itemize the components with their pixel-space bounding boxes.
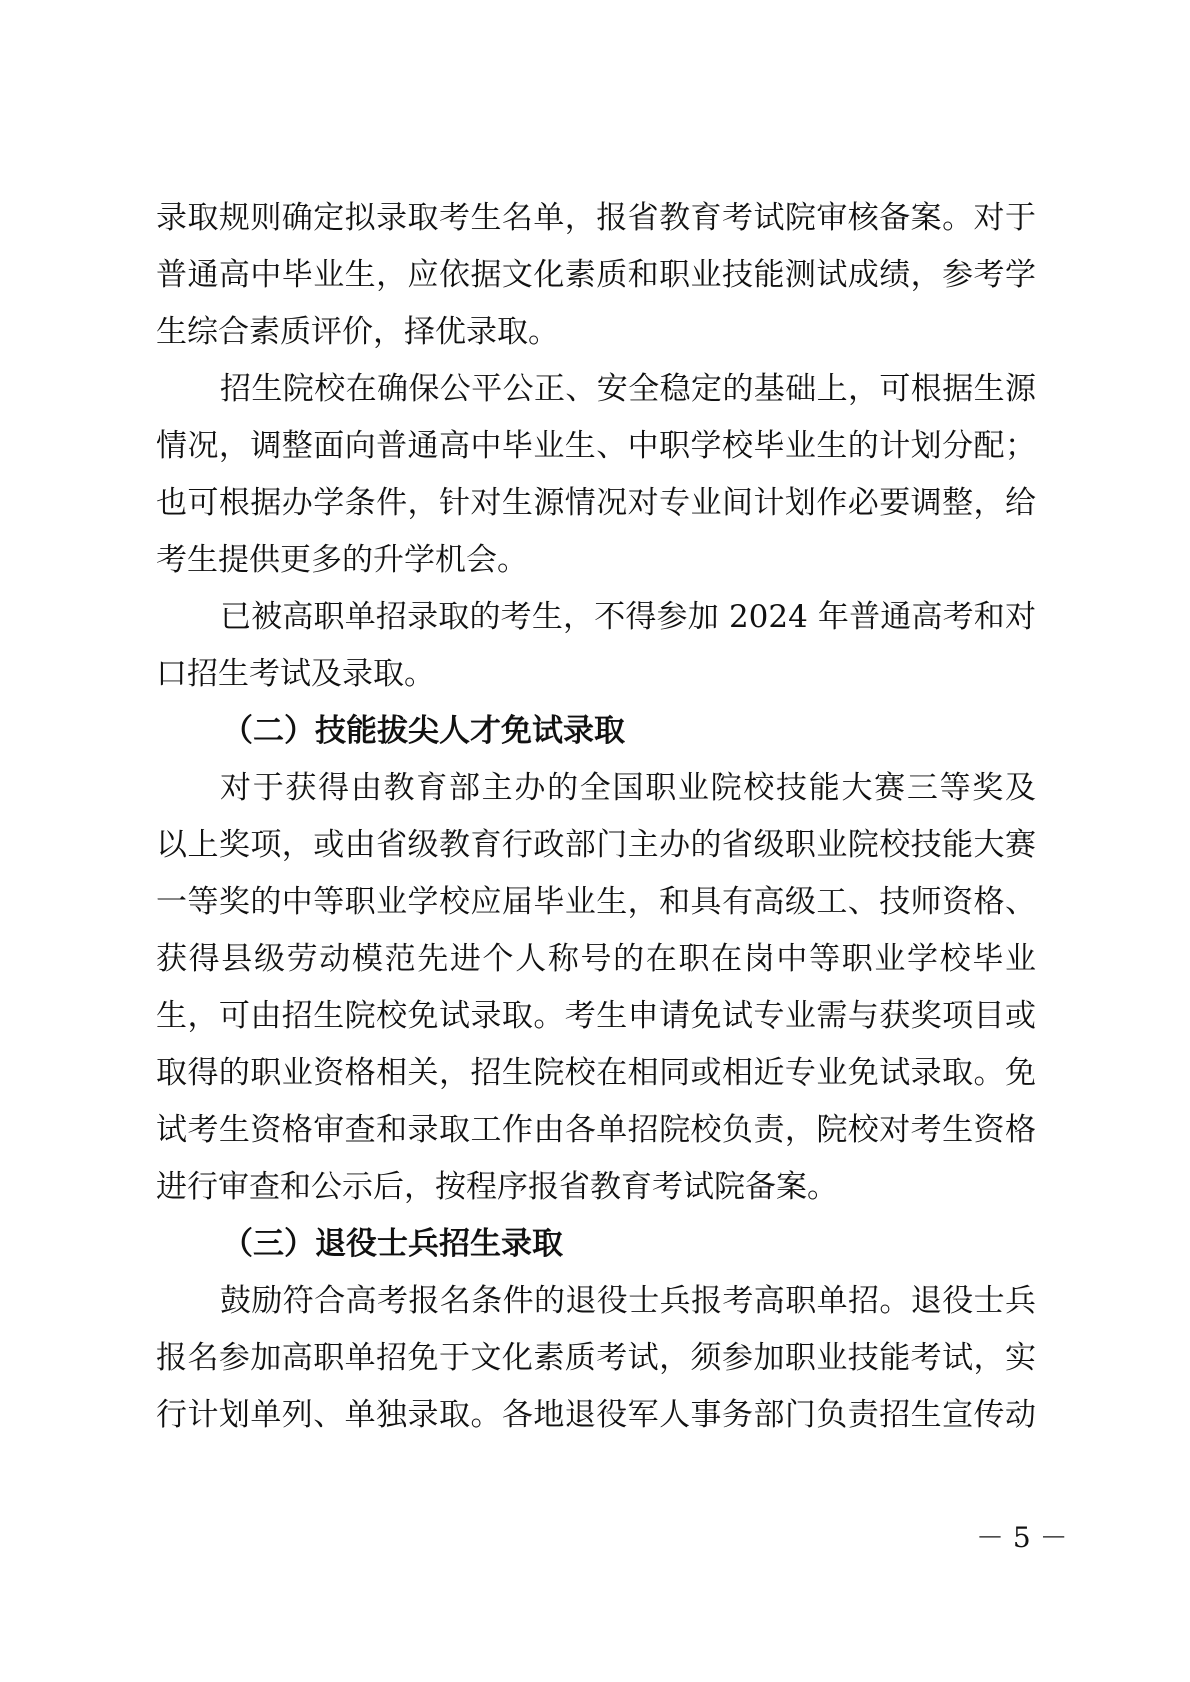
text-line: 行计划单列、单独录取。各地退役军人事务部门负责招生宣传动 (156, 1397, 1036, 1433)
text-line: 以上奖项，或由省级教育行政部门主办的省级职业院校技能大赛 (156, 827, 1036, 863)
section-heading: （二）技能拔尖人才免试录取 (222, 713, 625, 749)
text-line: 口招生考试及录取。 (156, 656, 435, 692)
text-line: 获得县级劳动模范先进个人称号的在职在岗中等职业学校毕业 (156, 941, 1036, 977)
text-line: 报名参加高职单招免于文化素质考试，须参加职业技能考试，实 (156, 1340, 1036, 1376)
text-line: 进行审查和公示后，按程序报省教育考试院备案。 (156, 1169, 838, 1205)
text-line: 生综合素质评价，择优录取。 (156, 314, 559, 350)
section-heading: （三）退役士兵招生录取 (222, 1226, 563, 1262)
page-number: － 5 － (976, 1521, 1068, 1554)
text-line: 考生提供更多的升学机会。 (156, 542, 528, 578)
text-line: 已被高职单招录取的考生，不得参加 2024 年普通高考和对 (220, 599, 1036, 635)
text-line: 对于获得由教育部主办的全国职业院校技能大赛三等奖及 (220, 770, 1036, 806)
text-line: 取得的职业资格相关，招生院校在相同或相近专业免试录取。免 (156, 1055, 1036, 1091)
text-line: 招生院校在确保公平公正、安全稳定的基础上，可根据生源 (220, 371, 1036, 407)
text-line: 情况，调整面向普通高中毕业生、中职学校毕业生的计划分配； (156, 428, 1036, 464)
text-line: 录取规则确定拟录取考生名单，报省教育考试院审核备案。对于 (156, 200, 1036, 236)
text-line: 生，可由招生院校免试录取。考生申请免试专业需与获奖项目或 (156, 998, 1036, 1034)
text-line: 一等奖的中等职业学校应届毕业生，和具有高级工、技师资格、 (156, 884, 1036, 920)
text-line: 鼓励符合高考报名条件的退役士兵报考高职单招。退役士兵 (220, 1283, 1036, 1319)
text-line: 也可根据办学条件，针对生源情况对专业间计划作必要调整，给 (156, 485, 1036, 521)
text-line: 普通高中毕业生，应依据文化素质和职业技能测试成绩，参考学 (156, 257, 1036, 293)
text-line: 试考生资格审查和录取工作由各单招院校负责，院校对考生资格 (156, 1112, 1036, 1148)
